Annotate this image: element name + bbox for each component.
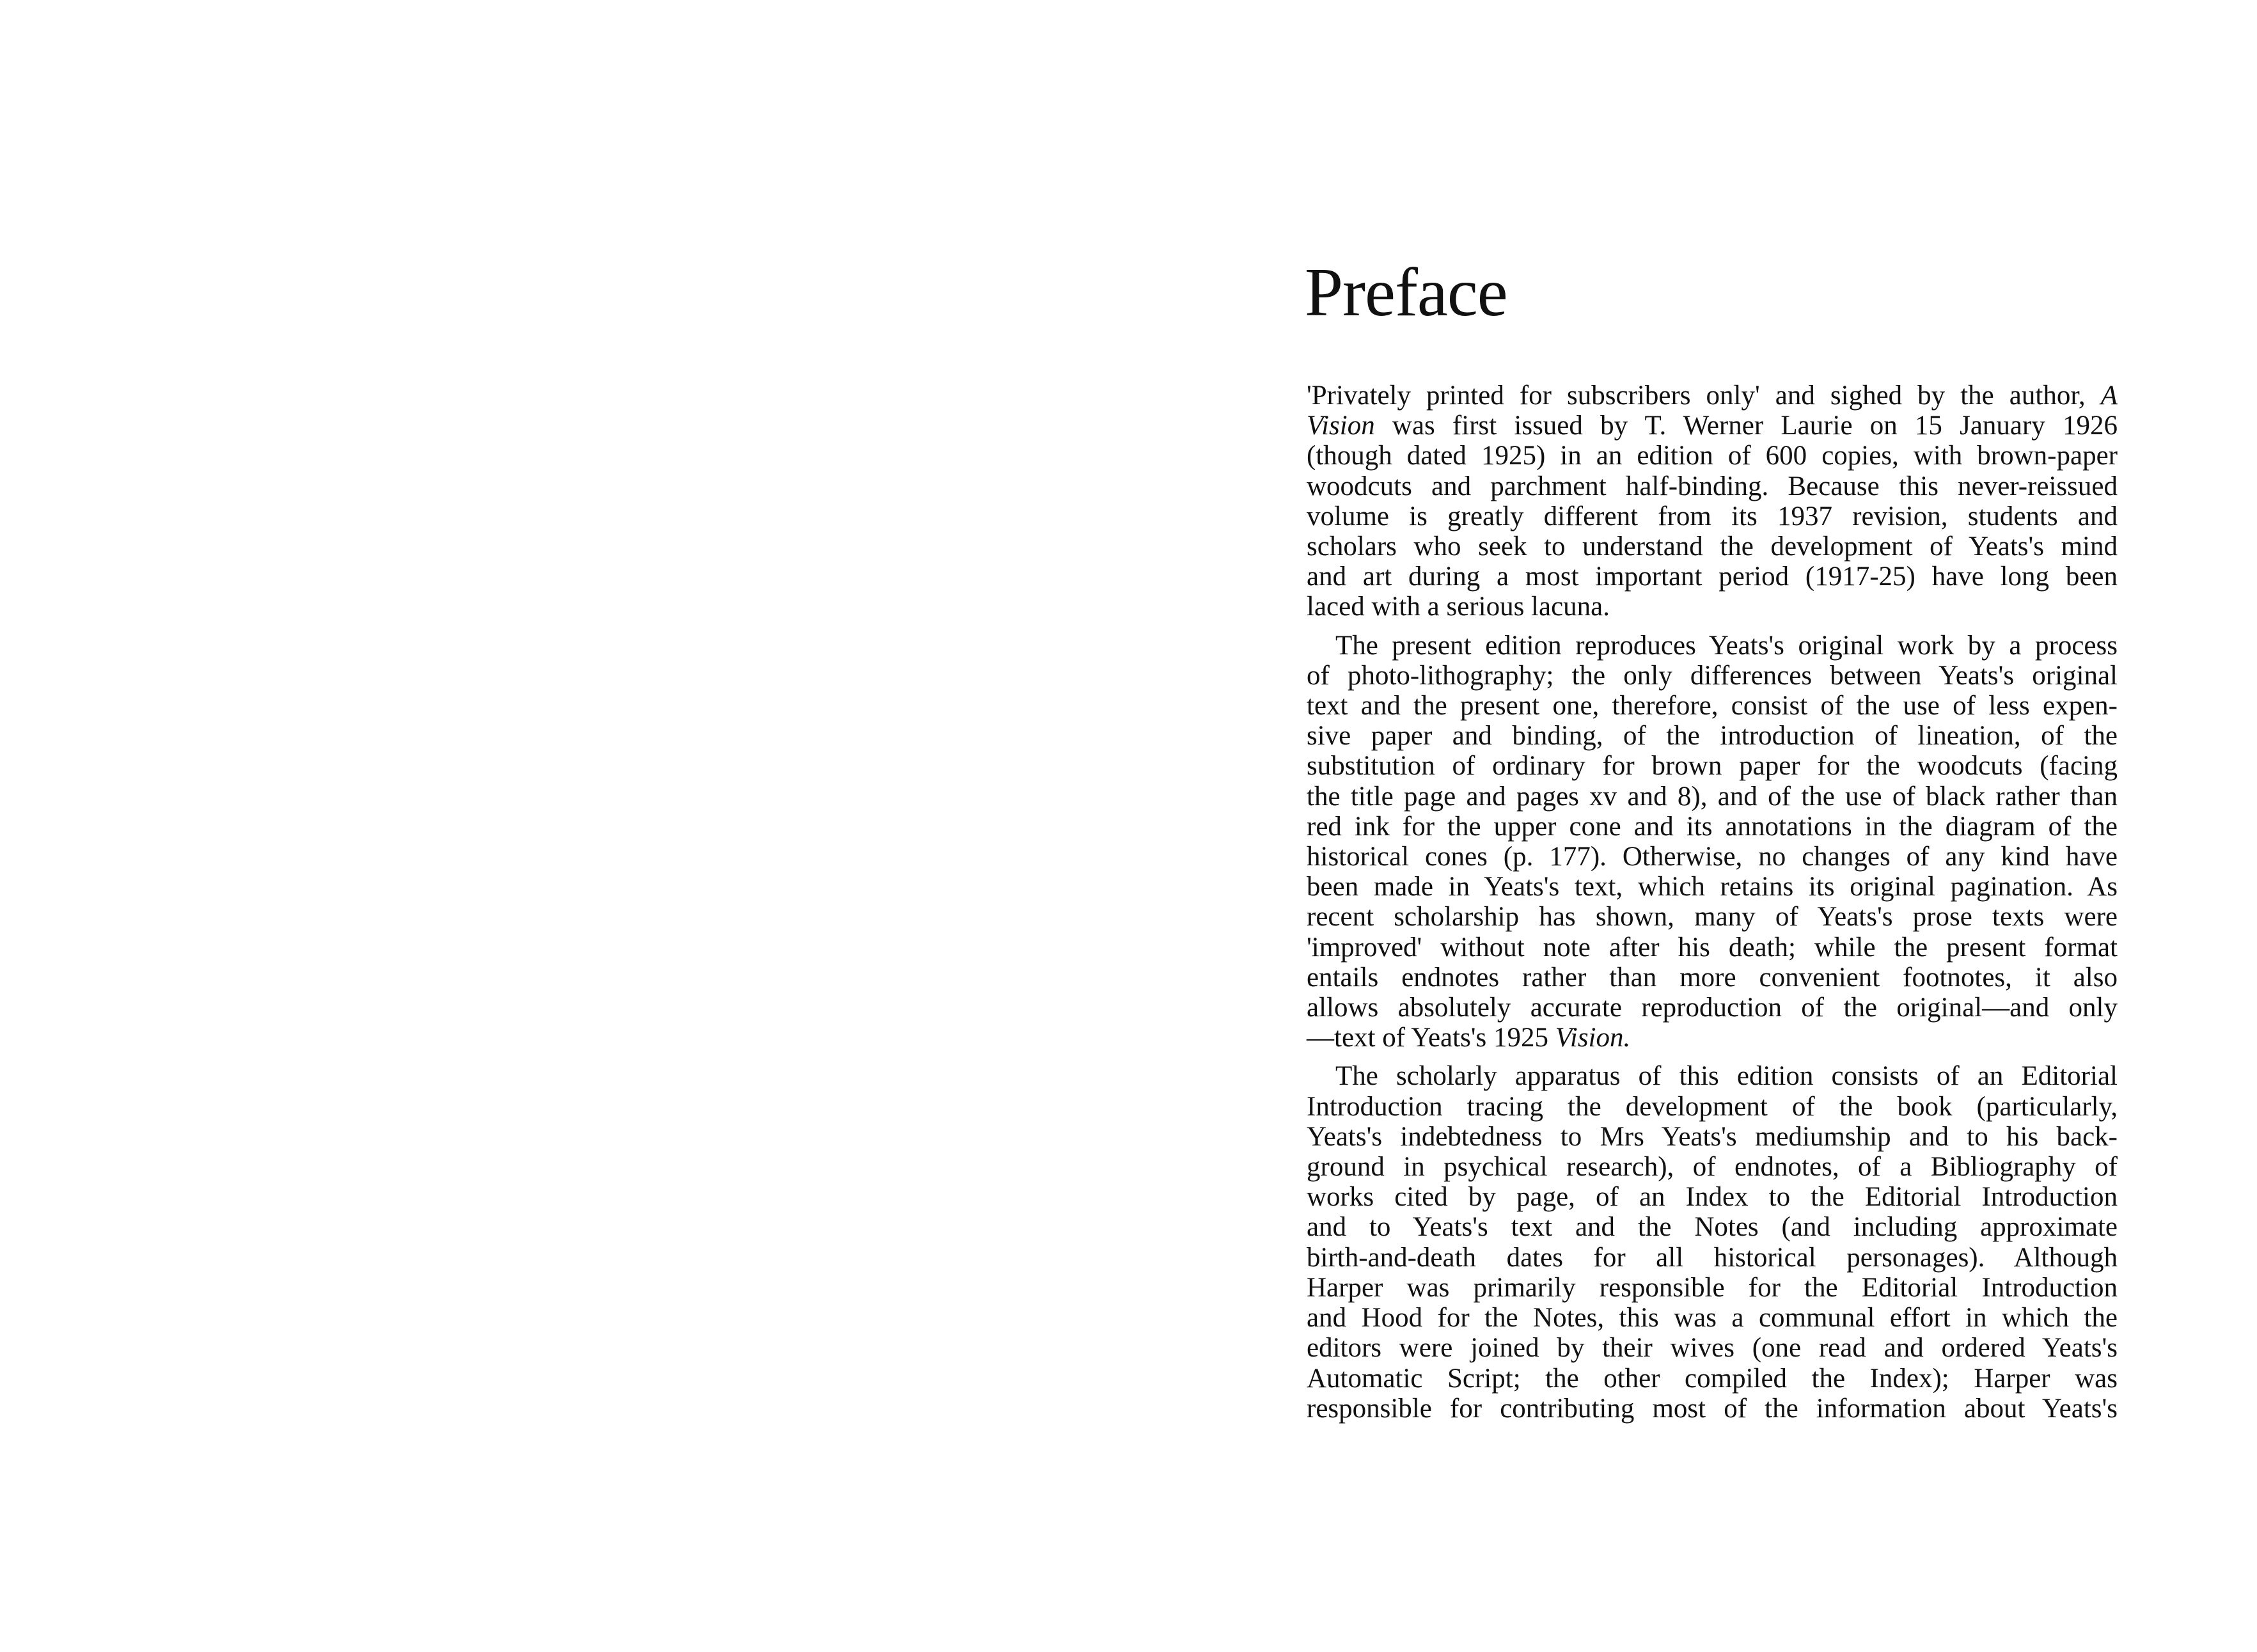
text-line: works cited by page, of an Index to the Editorial Introduction — [1307, 1182, 2118, 1213]
text-line: birth-and-death dates for all historical personages). Although — [1307, 1242, 2118, 1273]
text-line: recent scholarship has shown, many of Yeats's prose texts were — [1307, 902, 2118, 932]
text-line: scholars who seek to understand the development of Yeats's mind — [1307, 531, 2118, 562]
text-line: volume is greatly different from its 1937 revision, students and — [1307, 501, 2118, 531]
text-line: and art during a most important period (1917-25) have long been — [1307, 562, 2118, 592]
text-line: (though dated 1925) in an edition of 600 copies, with brown-paper — [1307, 441, 2118, 471]
text-line: and to Yeats's text and the Notes (and including approximate — [1307, 1212, 2118, 1243]
text-line: Introduction tracing the development of the book (particularly, — [1307, 1091, 2118, 1122]
text-line: —text of Yeats's 1925 Vision. — [1307, 1023, 1631, 1053]
text-line: been made in Yeats's text, which retains its original pagination. As — [1307, 872, 2118, 902]
text-line: of photo-lithography; the only differences between Yeats's original — [1307, 660, 2118, 691]
text-line: the title page and pages xv and 8), and of the use of black rather than — [1307, 781, 2118, 812]
text-line: Automatic Script; the other compiled the Index); Harper was — [1307, 1363, 2118, 1394]
text-line: historical cones (p. 177). Otherwise, no changes of any kind have — [1307, 842, 2118, 872]
text-line: entails endnotes rather than more convenient footnotes, it also — [1307, 962, 2118, 993]
text-line: Yeats's indebtedness to Mrs Yeats's mediumship and to his back- — [1307, 1121, 2118, 1152]
text-line: sive paper and binding, of the introduction of lineation, of the — [1307, 721, 2118, 751]
paragraph-3 — [1307, 1061, 2118, 1423]
preface-body — [1307, 381, 2118, 1432]
text-line: Harper was primarily responsible for the Editorial Introduction — [1307, 1272, 2118, 1303]
paragraph-1 — [1307, 381, 2118, 622]
text-line: editors were joined by their wives (one read and ordered Yeats's — [1307, 1333, 2118, 1364]
page-title: Preface — [1305, 255, 1507, 331]
text-line: and Hood for the Notes, this was a communal effort in which the — [1307, 1303, 2118, 1333]
text-line: allows absolutely accurate reproduction of the original—and only — [1307, 993, 2118, 1023]
text-line: The present edition reproduces Yeats's original work by a process — [1335, 630, 2118, 661]
text-line: red ink for the upper cone and its annotations in the diagram of the — [1307, 811, 2118, 842]
text-line: ground in psychical research), of endnotes, of a Bibliography of — [1307, 1152, 2118, 1183]
left-page-blank — [0, 0, 1128, 1652]
text-line: laced with a serious lacuna. — [1307, 592, 1610, 622]
text-line: substitution of ordinary for brown paper for the woodcuts (facing — [1307, 751, 2118, 782]
text-line: The scholarly apparatus of this edition consists of an Editorial — [1335, 1061, 2118, 1092]
text-line: text and the present one, therefore, consist of the use of less expen- — [1307, 691, 2118, 721]
text-line: 'Privately printed for subscribers only' and sighed by the author, A — [1307, 381, 2118, 411]
text-line: Vision was first issued by T. Werner Laurie on 15 January 1926 — [1307, 411, 2118, 441]
text-line: woodcuts and parchment half-binding. Because this never-reissued — [1307, 471, 2118, 501]
text-line: 'improved' without note after his death; while the present format — [1307, 932, 2118, 963]
paragraph-2 — [1307, 631, 2118, 1053]
text-line: responsible for contributing most of the information about Yeats's — [1307, 1393, 2118, 1424]
